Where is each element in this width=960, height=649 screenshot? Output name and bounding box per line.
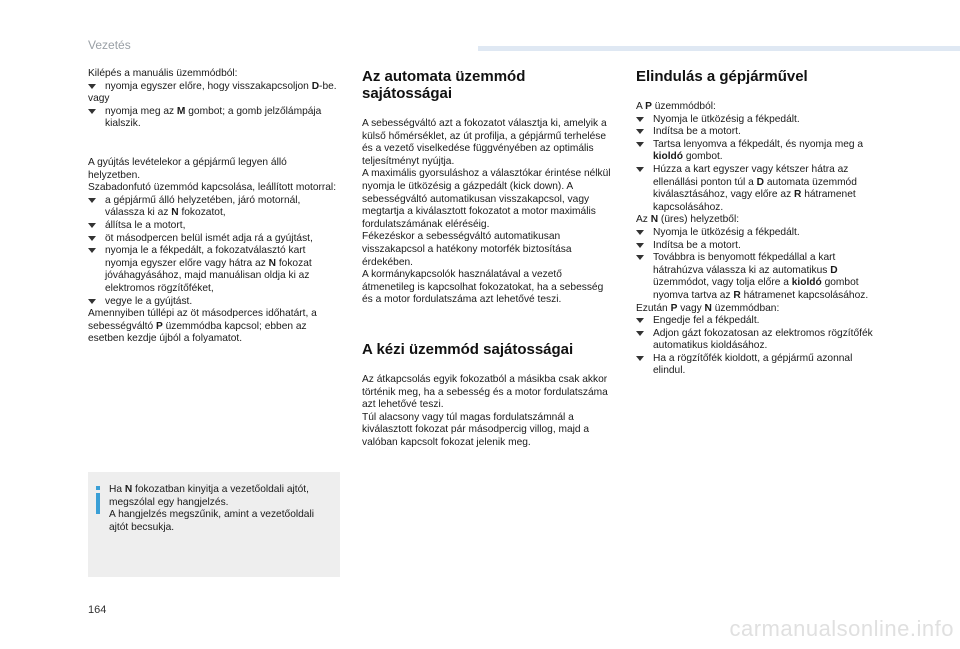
paragraph: A maximális gyorsuláshoz a választókar érintése nélkül nyomja le ütközésig a gázpedált (kick down). A sebességváltó automatikusan visszakapcsol, vagy megtartja a kiválasztott fokozatot a motor maximális fordulatszámának eléréséig.: [362, 168, 611, 230]
paragraph: Kilépés a manuális üzemmódból:: [88, 68, 238, 79]
paragraph: Amennyiben túllépi az öt másodperces időhatárt, a sebességváltó P üzemmódba kapcsol; ebben az esetben kezdje újból a folyamatot.: [88, 308, 317, 345]
paragraph: Ha N fokozatban kinyitja a vezetőoldali ajtót, megszólal egy hangjelzés.: [109, 484, 309, 508]
bullet-item: állítsa le a motort,: [88, 220, 338, 233]
bullet-item: Adjon gázt fokozatosan az elektromos rögzítőfék automatikus kioldásához.: [636, 328, 886, 353]
paragraph: A kormánykapcsolók használatával a vezető átmenetileg is kapcsolhat fokozatokat, ha a sebesség és a motor fordulatszáma azt lehetővé teszi.: [362, 269, 604, 306]
info-icon: [96, 486, 100, 514]
bullet-item: a gépjármű álló helyzetében, járó motornál, válassza ki az N fokozatot,: [88, 195, 338, 220]
bullet-item: Indítsa be a motort.: [636, 126, 886, 139]
paragraph: Az N (üres) helyzetből:: [636, 214, 740, 226]
bullet-item: Tartsa lenyomva a fékpedált, és nyomja meg a kioldó gombot.: [636, 139, 886, 164]
column-middle: [362, 68, 612, 449]
bullet-item: Húzza a kart egyszer vagy kétszer hátra az ellenállási ponton túl a D automata üzemmód kiválasztásához, vagy előre az R hátramenet kapcsolásához.: [636, 164, 886, 214]
paragraph: A sebességváltó azt a fokozatot választja ki, amelyik a külső hőmérséklet, az út profilja, a gépjármű terhelése és a vezető viselkedése függvényében az optimális teljesítményt nyújtja.: [362, 118, 607, 167]
page-number: 164: [88, 604, 107, 616]
paragraph: Fékezéskor a sebességváltó automatikusan visszakapcsol a hatékony motorfék biztosítása érdekében.: [362, 231, 572, 268]
watermark: carmanualsonline.info: [729, 616, 954, 641]
info-box: [88, 472, 340, 577]
paragraph: Az átkapcsolás egyik fokozatból a másikba csak akkor történik meg, ha a sebesség és a motor fordulatszáma azt lehetővé teszi.: [362, 373, 608, 411]
section-heading: A kézi üzemmód sajátosságai: [362, 340, 574, 358]
paragraph: Ezután P vagy N üzemmódban:: [636, 302, 780, 314]
bullet-item: Engedje fel a fékpedált.: [636, 315, 886, 328]
bullet-item: Továbbra is benyomott fékpedállal a kart hátrahúzva válassza ki az automatikus D üzemmódot, vagy tolja előre a kioldó gombot nyomva tartva az R hátramenet kapcsolásához.: [636, 252, 886, 302]
bullet-item: nyomja meg az M gombot; a gomb jelzőlámpája kialszik.: [88, 106, 338, 131]
paragraph: Szabadonfutó üzemmód kapcsolása, leállított motorral:: [88, 182, 337, 194]
header-bar: [478, 46, 960, 51]
paragraph: Túl alacsony vagy túl magas fordulatszámnál a kiválasztott fokozat pár másodpercig villog, majd a valóban kapcsolt fokozat jelenik meg.: [362, 411, 590, 448]
bullet-item: Nyomja le ütközésig a fékpedált.: [636, 227, 886, 240]
paragraph: A gyújtás levételekor a gépjármű legyen álló helyzetben.: [88, 156, 287, 181]
bullet-item: nyomja le a fékpedált, a fokozatválasztó kart nyomja egyszer előre vagy hátra az N fokozat jóváhagyásához, majd manuálisan oldja ki az elektromos rögzítőféket,: [88, 245, 338, 295]
bullet-item: vegye le a gyújtást.: [88, 296, 338, 309]
info-text: [109, 484, 329, 534]
paragraph: A hangjelzés megszűnik, amint a vezetőoldali ajtót becsukja.: [109, 509, 314, 533]
paragraph: vagy: [88, 93, 110, 105]
bullet-item: Nyomja le ütközésig a fékpedált.: [636, 114, 886, 127]
column-right: [636, 68, 886, 378]
section-heading: Az automata üzemmód sajátosságai: [362, 68, 526, 102]
bullet-item: Indítsa be a motort.: [636, 240, 886, 253]
paragraph: A P üzemmódból:: [636, 101, 716, 112]
column-left: [88, 68, 338, 346]
section-title: Vezetés: [88, 38, 131, 52]
bullet-item: nyomja egyszer előre, hogy visszakapcsoljon D-be.: [88, 81, 338, 94]
bullet-item: öt másodpercen belül ismét adja rá a gyújtást,: [88, 233, 338, 246]
bullet-item: Ha a rögzítőfék kioldott, a gépjármű azonnal elindul.: [636, 353, 886, 378]
section-heading: Elindulás a gépjárművel: [636, 68, 808, 85]
